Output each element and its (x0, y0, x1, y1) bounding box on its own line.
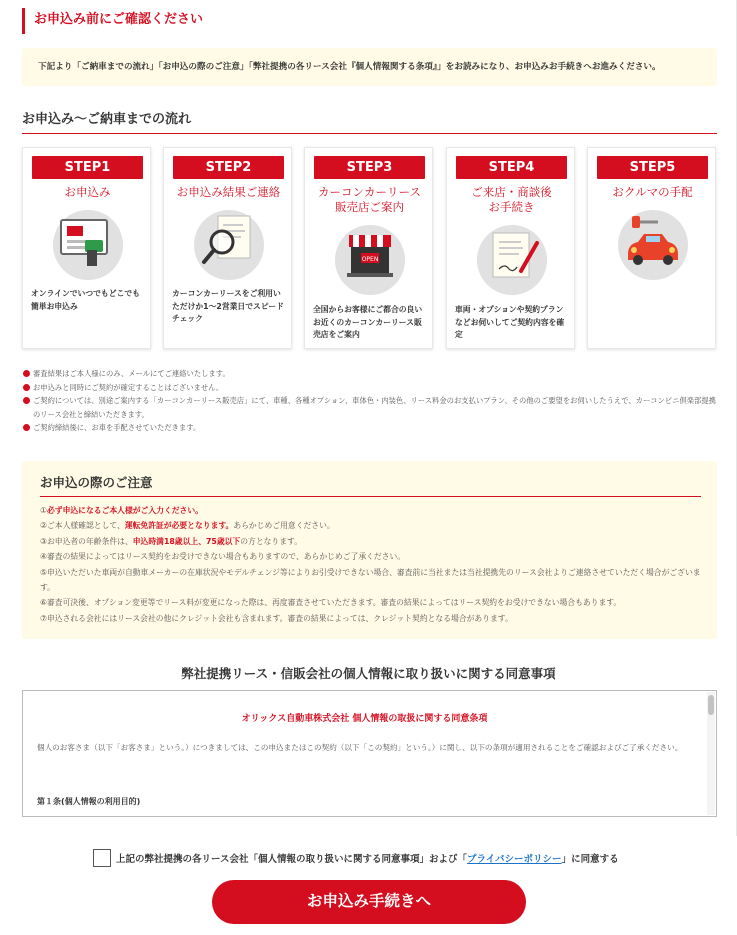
car-key-icon (618, 210, 688, 280)
shop-open-icon (335, 225, 405, 295)
step-card-3 (304, 147, 433, 349)
caution-item: ④審査の結果によってはリース契約をお受けできない場合もありますので、あらかじめご了承ください。 (40, 552, 406, 562)
agree-checkbox[interactable] (93, 849, 111, 867)
step-title: お申込み結果ご連絡 (176, 185, 281, 199)
section-title: お申込み前にご確認ください (22, 8, 203, 34)
caution-title: お申込の際のご注意 (40, 473, 701, 497)
svg-text:OPEN: OPEN (361, 256, 379, 263)
step-desc: 車両・オプションや契約プランなどお伺いしてご契約内容を確定 (455, 305, 565, 339)
caution-item: ⑥審査可決後、オプション変更等でリース料が変更になった際は、再度審査させていただきます。審査の結果によってはリース契約をお受けできない場合もあります。 (40, 598, 622, 608)
notice-box: 下記より「ご納車までの流れ」「お申込の際のご注意」「弊社提携の各リース会社『個人情報関する条項』」をお読みになり、お申込みお手続きへお進みください。 (22, 48, 717, 86)
terms-article-heading: 第１条(個人情報の利用目的) (37, 797, 141, 806)
agree-label-end: 」に同意する (561, 854, 619, 865)
list-item: お申込みと同時にご契約が確定することはございません。 (22, 381, 722, 395)
step-badge: STEP3 (314, 156, 425, 179)
caution-item: ①必ず申込になるご本人様がご入力ください。 (40, 506, 203, 515)
list-item: ご契約については、別途ご案内する「カーコンカーリース販売店」にて、車種、各種オプション、車体色・内装色、リース料金のお支払いプラン、その他のご要望をお伺いしたうえで、カーコンビニ倶楽部提携のリース会社と締結いただきます。 (22, 394, 722, 421)
notes-list (22, 367, 722, 435)
caution-item: ②ご本人様確認として、運転免許証が必要となります。あらかじめご用意ください。 (40, 521, 335, 531)
step-badge: STEP1 (32, 156, 143, 179)
step-title: カーコンカーリース 販売店ご案内 (318, 185, 421, 214)
list-item: 審査結果はご本人様にのみ、メールにてご連絡いたします。 (22, 367, 722, 381)
step-desc: 全国からお客様にご都合の良いお近くのカーコンカーリース販売店をご案内 (313, 305, 423, 339)
terms-scroll-box[interactable] (22, 690, 717, 817)
caution-list (40, 503, 710, 626)
step-title: ご来店・商談後 お手続き (471, 185, 552, 214)
step-card-4 (446, 147, 575, 349)
flow-title: お申込み〜ご納車までの流れ (22, 110, 717, 134)
step-badge: STEP2 (173, 156, 284, 179)
consent-title: 弊社提携リース・信販会社の個人情報に取り扱いに関する同意事項 (181, 666, 556, 681)
list-item: ご契約締結後に、お車を手配させていただきます。 (22, 421, 722, 435)
tablet-apply-icon (53, 210, 123, 280)
caution-item: ⑦申込される会社にはリース会社の他にクレジット会社も含まれます。審査の結果によっては、クレジット契約となる場合があります。 (40, 613, 513, 623)
step-badge: STEP5 (597, 156, 708, 179)
step-title: お申込み (64, 185, 111, 199)
magnifier-document-icon (194, 210, 264, 280)
submit-button[interactable]: お申込み手続きへ (212, 880, 526, 924)
caution-item: ③お申込者の年齢条件は、申込時満18歳以上、75歳以下の方となります。 (40, 536, 302, 546)
terms-scrollbar[interactable] (707, 692, 715, 815)
terms-title: オリックス自動車株式会社 個人情報の取扱に関する同意条項 (241, 714, 488, 724)
contract-pen-icon (477, 225, 547, 295)
terms-text: 個人のお客さま（以下「お客さま」という。）につきましては、この申込またはこの契約（以下「この契約」という。）に関し、以下の条項が適用されることをご確認およびご了承ください。 (37, 743, 683, 752)
step-card-5 (587, 147, 716, 349)
step-desc: カーコンカーリースをご利用いただけか1〜2営業日でスピードチェック (172, 289, 284, 323)
scroll-thumb[interactable] (708, 695, 714, 715)
agree-label: 上記の弊社提携の各リース会社「個人情報の取り扱いに関する同意事項」および「 (116, 854, 468, 865)
step-badge: STEP4 (456, 156, 567, 179)
caution-box (22, 461, 717, 639)
step-desc: オンラインでいつでもどこでも簡単お申込み (31, 289, 140, 311)
step-title: おクルマの手配 (612, 185, 693, 199)
step-card-1 (22, 147, 151, 349)
agree-row (93, 848, 619, 868)
step-card-2 (163, 147, 292, 349)
caution-item: ⑤申込いただいた車両が自動車メーカーの在庫状況やモデルチェンジ等によりお引受けできない場合、審査前に当社または当社提携先のリース会社よりご連絡させていただく場合がございます。 (40, 567, 701, 593)
privacy-policy-link[interactable]: プライバシーポリシー (467, 854, 562, 865)
